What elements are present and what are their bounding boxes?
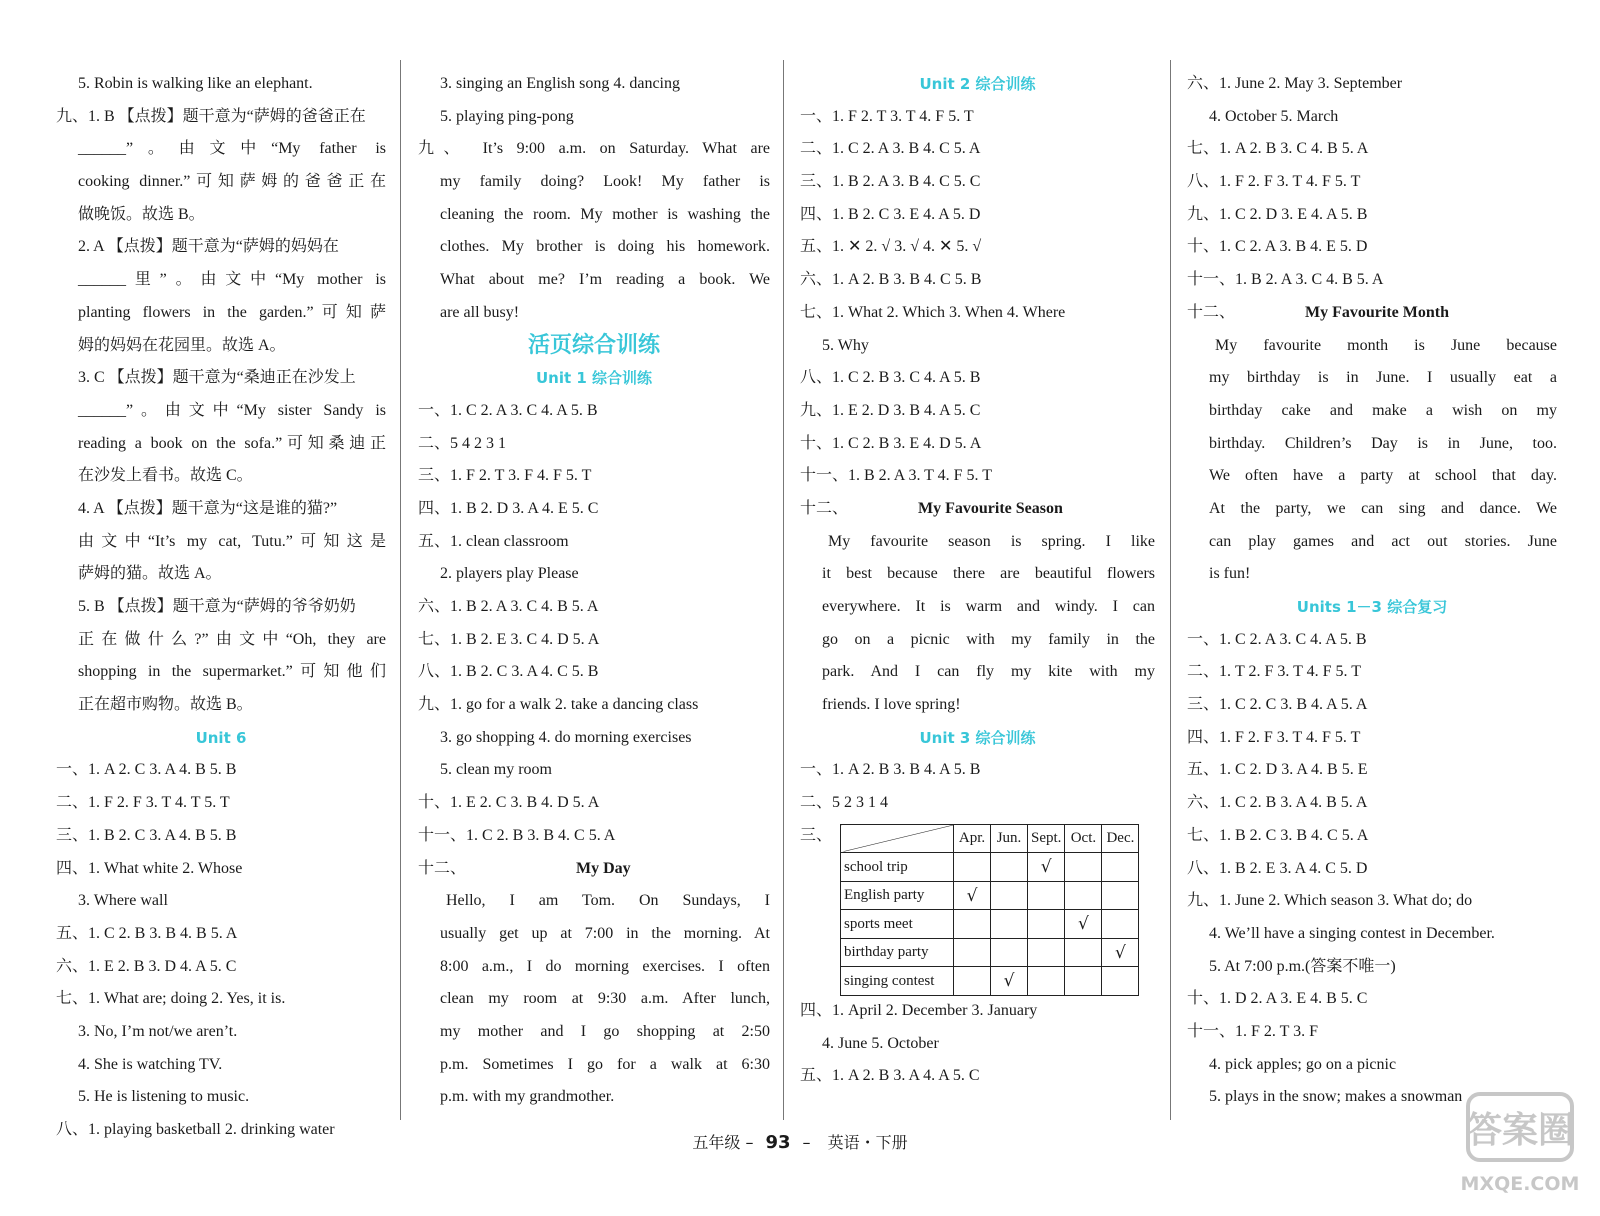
answer-line: 一、1. A 2. B 3. B 4. A 5. B bbox=[800, 761, 981, 779]
answer-line: 8:00 a.m., I do morning exercises. I often bbox=[440, 957, 770, 975]
table-check-cell: √ bbox=[1102, 938, 1139, 967]
answer-line: 七、1. B 2. E 3. C 4. D 5. A bbox=[418, 630, 600, 648]
answer-line: 十一、1. F 2. T 3. F bbox=[1187, 1022, 1318, 1040]
answer-line: 九、1. go for a walk 2. take a dancing class bbox=[418, 696, 699, 714]
answer-line: 七、1. B 2. C 3. B 4. C 5. A bbox=[1187, 826, 1369, 844]
answer-line: 4. We’ll have a singing contest in December. bbox=[1209, 924, 1495, 942]
answer-line: 5. plays in the snow; makes a snowman bbox=[1209, 1088, 1463, 1106]
table-check-cell bbox=[991, 910, 1028, 939]
answer-line: is fun! bbox=[1209, 565, 1251, 583]
answer-line: 八、1. B 2. C 3. A 4. C 5. B bbox=[418, 663, 599, 681]
table-corner-cell bbox=[841, 824, 954, 853]
table-month-header: Apr. bbox=[954, 824, 991, 853]
table-month-header: Oct. bbox=[1065, 824, 1102, 853]
answer-line: 十一、1. C 2. B 3. B 4. C 5. A bbox=[418, 826, 616, 844]
table-check-cell bbox=[991, 938, 1028, 967]
answer-line: ______”。由文中“My sister Sandy is bbox=[78, 401, 386, 419]
answer-line: 三、1. B 2. A 3. B 4. C 5. C bbox=[800, 173, 981, 191]
answer-line: birthday. Children’s Day is in June, too. bbox=[1209, 434, 1557, 452]
answer-line: 十二、 My Favourite Season bbox=[800, 499, 1063, 517]
answer-line: 二、5 2 3 1 4 bbox=[800, 794, 889, 812]
answer-line: 五、1. clean classroom bbox=[418, 532, 569, 550]
answer-column-3 bbox=[800, 68, 1155, 1093]
answer-line: 十、1. C 2. B 3. E 4. D 5. A bbox=[800, 434, 982, 452]
answer-line: are all busy! bbox=[440, 303, 520, 321]
answer-line: 正在超市购物。故选 B。 bbox=[78, 696, 253, 714]
composition-title: My Favourite Month bbox=[1305, 303, 1449, 321]
table-check-cell bbox=[954, 910, 991, 939]
answer-line: 一、1. C 2. A 3. C 4. A 5. B bbox=[1187, 630, 1367, 648]
table-check-cell bbox=[1028, 910, 1065, 939]
answer-line: ______”。由文中“My father is bbox=[78, 140, 386, 158]
answer-line: 八、1. F 2. F 3. T 4. F 5. T bbox=[1187, 173, 1361, 191]
answer-line: 一、1. C 2. A 3. C 4. A 5. B bbox=[418, 401, 598, 419]
answer-line: 5. He is listening to music. bbox=[78, 1088, 250, 1106]
answer-line: 三、1. B 2. C 3. A 4. B 5. B bbox=[56, 826, 237, 844]
answer-line: clean my room at 9:30 a.m. After lunch, bbox=[440, 990, 770, 1008]
section-heading: 活页综合训练 bbox=[527, 332, 660, 358]
answer-line: 七、1. What are; doing 2. Yes, it is. bbox=[56, 990, 286, 1008]
answer-line: my mother and I go shopping at 2:50 bbox=[440, 1022, 770, 1040]
answer-line: planting flowers in the garden.”可知萨 bbox=[78, 303, 386, 321]
schedule-table-block bbox=[800, 820, 1155, 995]
svg-text:MXQE.COM: MXQE.COM bbox=[1460, 1173, 1580, 1195]
answer-line: 十二、 My Favourite Month bbox=[1187, 303, 1449, 321]
answer-line: cooking dinner.”可知萨姆的爸爸正在 bbox=[78, 173, 386, 191]
answer-line: clothes. My brother is doing his homework. bbox=[440, 238, 770, 256]
section-heading: Unit 6 bbox=[195, 728, 247, 747]
answer-line: it best because there are beautiful flowers bbox=[822, 565, 1155, 583]
answer-line: 二、1. C 2. A 3. B 4. C 5. A bbox=[800, 140, 981, 158]
table-check-cell bbox=[991, 853, 1028, 882]
answer-line: 5. Robin is walking like an elephant. bbox=[78, 75, 313, 92]
answer-line: ______里”。由文中“My mother is bbox=[78, 271, 386, 289]
answer-line: 正在做什么?”由文中“Oh, they are bbox=[78, 630, 386, 648]
footer-grade: 五年级 bbox=[692, 1133, 741, 1152]
answer-line: 五、1. ✕ 2. √ 3. √ 4. ✕ 5. √ bbox=[800, 238, 982, 256]
answer-line: my birthday is in June. I usually eat a bbox=[1209, 369, 1557, 387]
answer-line: 一、1. A 2. C 3. A 4. B 5. B bbox=[56, 761, 237, 779]
table-check-cell bbox=[1065, 967, 1102, 996]
answer-line: 四、1. F 2. F 3. T 4. F 5. T bbox=[1187, 728, 1361, 746]
answer-line: 十、1. E 2. C 3. B 4. D 5. A bbox=[418, 794, 600, 812]
answer-line: 六、1. C 2. B 3. A 4. B 5. A bbox=[1187, 794, 1368, 812]
answer-line: 十二、 My Day bbox=[418, 859, 631, 877]
table-check-cell: √ bbox=[1065, 910, 1102, 939]
table-check-cell bbox=[1102, 881, 1139, 910]
answer-line: p.m. with my grandmother. bbox=[440, 1088, 615, 1106]
answer-line: can play games and act out stories. June bbox=[1209, 532, 1557, 550]
table-event-label: birthday party bbox=[841, 938, 954, 967]
answer-line: 4. pick apples; go on a picnic bbox=[1209, 1055, 1397, 1073]
answer-line: 做晚饭。故选 B。 bbox=[78, 205, 205, 223]
answer-line: 3. C 【点拨】题干意为“桑迪正在沙发上 bbox=[78, 369, 356, 387]
answer-line: My favourite season is spring. I like bbox=[828, 532, 1155, 550]
answer-line: 4. She is watching TV. bbox=[78, 1055, 223, 1073]
answer-line: What about me? I’m reading a book. We bbox=[440, 271, 770, 289]
answer-line: 十、1. C 2. A 3. B 4. E 5. D bbox=[1187, 238, 1368, 256]
table-check-cell: √ bbox=[991, 967, 1028, 996]
answer-column-2 bbox=[418, 68, 770, 1114]
answer-line: 五、1. C 2. D 3. A 4. B 5. E bbox=[1187, 761, 1368, 779]
answer-line: We often have a party at school that day. bbox=[1209, 467, 1557, 485]
section-heading: Unit 2 综合训练 bbox=[919, 75, 1036, 93]
answer-line: 萨姆的猫。故选 A。 bbox=[78, 565, 222, 583]
answer-line: 九、1. E 2. D 3. B 4. A 5. C bbox=[800, 401, 981, 419]
answer-line: 二、1. T 2. F 3. T 4. F 5. T bbox=[1187, 663, 1361, 681]
table-month-header: Dec. bbox=[1102, 824, 1139, 853]
answer-line: Hello, I am Tom. On Sundays, I bbox=[446, 892, 770, 910]
answer-line: 3. No, I’m not/we aren’t. bbox=[78, 1022, 238, 1040]
answer-line: 八、1. playing basketball 2. drinking water bbox=[56, 1121, 335, 1138]
answer-line: 三、1. C 2. C 3. B 4. A 5. A bbox=[1187, 696, 1368, 714]
answer-line: 由文中“It’s my cat, Tutu.”可知这是 bbox=[78, 532, 386, 550]
answer-line: 五、1. A 2. B 3. A 4. A 5. C bbox=[800, 1067, 980, 1085]
table-event-label: English party bbox=[841, 881, 954, 910]
answer-line: birthday cake and make a wish on my bbox=[1209, 401, 1557, 419]
page-number: 93 bbox=[765, 1132, 791, 1153]
answer-line: 2. A 【点拨】题干意为“萨姆的妈妈在 bbox=[78, 238, 339, 256]
answer-line: 九、1. C 2. D 3. E 4. A 5. B bbox=[1187, 205, 1368, 223]
table-check-cell bbox=[1028, 967, 1065, 996]
svg-text:答案圈: 答案圈 bbox=[1465, 1110, 1575, 1151]
table-check-cell bbox=[1028, 938, 1065, 967]
answer-line: 十、1. D 2. A 3. E 4. B 5. C bbox=[1187, 990, 1368, 1008]
table-check-cell bbox=[954, 853, 991, 882]
table-check-cell bbox=[1065, 938, 1102, 967]
answer-line: 4. October 5. March bbox=[1209, 107, 1339, 125]
answer-line: p.m. Sometimes I go for a walk at 6:30 bbox=[440, 1055, 770, 1073]
answer-line: 七、1. What 2. Which 3. When 4. Where bbox=[800, 303, 1066, 321]
answer-line: friends. I love spring! bbox=[822, 696, 961, 714]
answer-line: At the party, we can sing and dance. We bbox=[1209, 499, 1557, 517]
answer-line: 5. clean my room bbox=[440, 761, 552, 779]
answer-line: shopping in the supermarket.”可知他们 bbox=[78, 663, 386, 681]
table-event-label: school trip bbox=[841, 853, 954, 882]
answer-line: everywhere. It is warm and windy. I can bbox=[822, 598, 1155, 615]
answer-line: 2. players play Please bbox=[440, 565, 579, 583]
answer-line: 五、1. C 2. B 3. B 4. B 5. A bbox=[56, 924, 238, 942]
table-question-label: 三、 bbox=[800, 826, 833, 844]
table-check-cell bbox=[991, 881, 1028, 910]
answer-line: cleaning the room. My mother is washing the bbox=[440, 205, 770, 223]
table-check-cell bbox=[954, 938, 991, 967]
answer-line: 3. Where wall bbox=[78, 892, 168, 910]
answer-line: 六、1. June 2. May 3. September bbox=[1187, 75, 1403, 92]
answer-line: 在沙发上看书。故选 C。 bbox=[78, 467, 253, 485]
table-check-cell bbox=[1065, 853, 1102, 882]
answer-line: 十一、1. B 2. A 3. C 4. B 5. A bbox=[1187, 271, 1384, 289]
answer-column-4 bbox=[1187, 68, 1557, 1114]
section-heading: Unit 3 综合训练 bbox=[919, 728, 1036, 747]
section-heading: Unit 1 综合训练 bbox=[535, 369, 653, 388]
section-heading: Units 1－3 综合复习 bbox=[1296, 598, 1448, 616]
answer-line: 4. A 【点拨】题干意为“这是谁的猫?” bbox=[78, 499, 338, 517]
answer-line: 九、 It’s 9:00 a.m. on Saturday. What are bbox=[418, 140, 770, 158]
answer-line: reading a book on the sofa.”可知桑迪正 bbox=[78, 434, 386, 452]
answer-line: 5. At 7:00 p.m.(答案不唯一) bbox=[1209, 957, 1396, 975]
answer-line: 四、1. What white 2. Whose bbox=[56, 859, 243, 877]
answer-line: 四、1. April 2. December 3. January bbox=[800, 1001, 1038, 1019]
table-check-cell: √ bbox=[954, 881, 991, 910]
answer-line: 六、1. B 2. A 3. C 4. B 5. A bbox=[418, 598, 599, 615]
composition-title: My Day bbox=[576, 859, 631, 877]
answer-line: 5. playing ping-pong bbox=[440, 107, 574, 125]
table-check-cell: √ bbox=[1028, 853, 1065, 882]
answer-line: 四、1. B 2. C 3. E 4. A 5. D bbox=[800, 205, 981, 223]
footer-subject: 英语・下册 bbox=[827, 1133, 908, 1152]
table-check-cell bbox=[1102, 853, 1139, 882]
answer-line: 姆的妈妈在花园里。故选 A。 bbox=[78, 336, 286, 354]
composition-title: My Favourite Season bbox=[918, 499, 1063, 517]
table-event-label: singing contest bbox=[841, 967, 954, 996]
answer-line: 九、1. B 【点拨】题干意为“萨姆的爸爸正在 bbox=[56, 107, 366, 125]
answer-line: usually get up at 7:00 in the morning. At bbox=[440, 924, 770, 942]
answer-line: my family doing? Look! My father is bbox=[440, 173, 770, 191]
answer-line: 四、1. B 2. D 3. A 4. E 5. C bbox=[418, 499, 599, 517]
answer-line: 九、1. June 2. Which season 3. What do; do bbox=[1187, 892, 1473, 910]
answer-line: 六、1. A 2. B 3. B 4. C 5. B bbox=[800, 271, 982, 289]
watermark-logo bbox=[1460, 1090, 1580, 1200]
table-check-cell bbox=[954, 967, 991, 996]
table-check-cell bbox=[1065, 881, 1102, 910]
answer-line: 5. Why bbox=[822, 336, 869, 354]
table-month-header: Sept. bbox=[1028, 824, 1065, 853]
answer-line: 六、1. E 2. B 3. D 4. A 5. C bbox=[56, 957, 237, 975]
answer-line: 二、5 4 2 3 1 bbox=[418, 434, 507, 452]
answer-column-1 bbox=[56, 68, 386, 1147]
answer-line: go on a picnic with my family in the bbox=[822, 630, 1155, 648]
schedule-table bbox=[840, 824, 1139, 996]
column-divider bbox=[400, 60, 401, 1120]
answer-line: park. And I can fly my kite with my bbox=[822, 663, 1155, 681]
answer-line: 二、1. F 2. F 3. T 4. T 5. T bbox=[56, 794, 230, 812]
answer-line: 4. June 5. October bbox=[822, 1034, 939, 1052]
column-divider bbox=[783, 60, 784, 1120]
answer-line: 5. B 【点拨】题干意为“萨姆的爷爷奶奶 bbox=[78, 598, 356, 615]
page-footer: 五年级 – 93 – 英语・下册 bbox=[692, 1132, 908, 1153]
answer-line: 八、1. C 2. B 3. C 4. A 5. B bbox=[800, 369, 981, 387]
table-check-cell bbox=[1028, 881, 1065, 910]
answer-line: 十一、1. B 2. A 3. T 4. F 5. T bbox=[800, 467, 993, 485]
table-event-label: sports meet bbox=[841, 910, 954, 939]
table-check-cell bbox=[1102, 967, 1139, 996]
answer-line: 3. singing an English song 4. dancing bbox=[440, 75, 680, 92]
answer-line: 一、1. F 2. T 3. T 4. F 5. T bbox=[800, 107, 974, 125]
answer-line: 七、1. A 2. B 3. C 4. B 5. A bbox=[1187, 140, 1369, 158]
answer-line: 3. go shopping 4. do morning exercises bbox=[440, 728, 692, 746]
answer-line: 三、1. F 2. T 3. F 4. F 5. T bbox=[418, 467, 592, 485]
column-divider bbox=[1170, 60, 1171, 1120]
table-check-cell bbox=[1102, 910, 1139, 939]
table-month-header: Jun. bbox=[991, 824, 1028, 853]
answer-line: My favourite month is June because bbox=[1215, 336, 1557, 354]
answer-line: 八、1. B 2. E 3. A 4. C 5. D bbox=[1187, 859, 1368, 877]
